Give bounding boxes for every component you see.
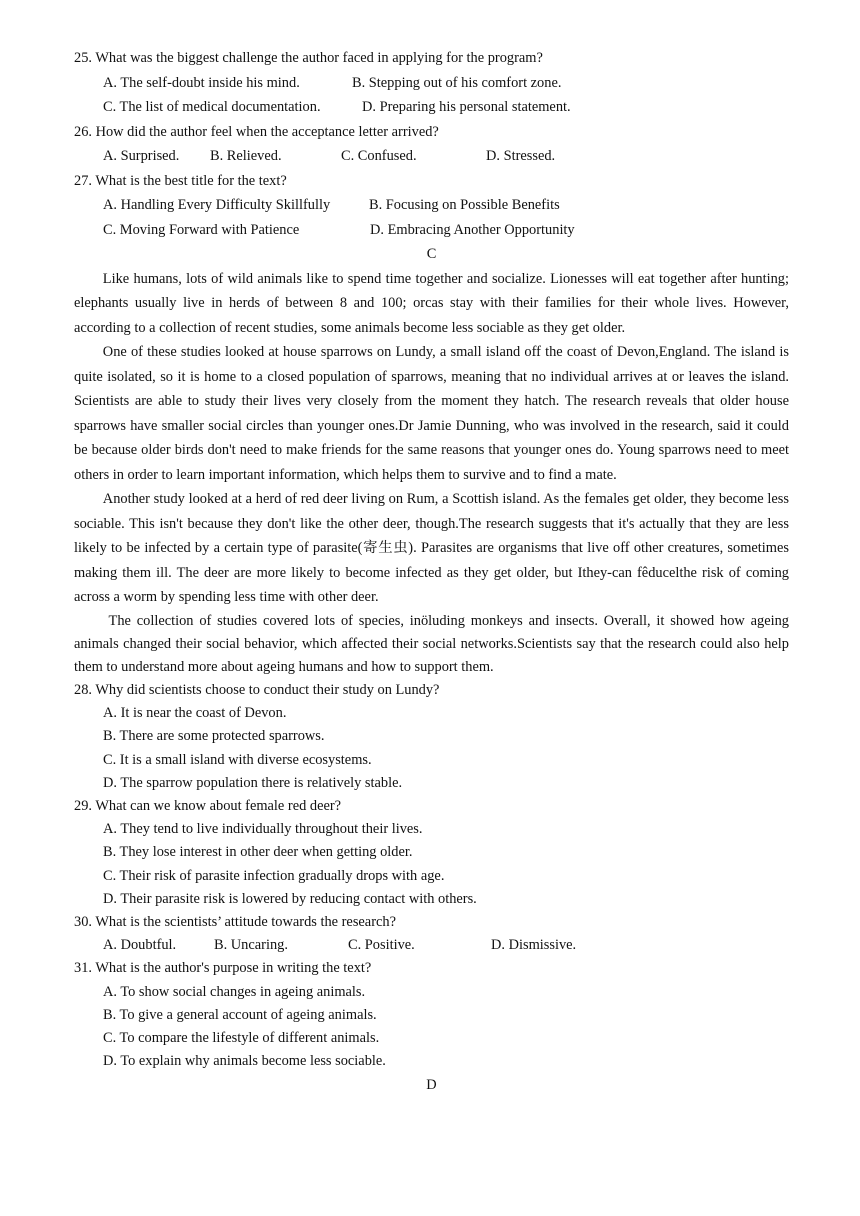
question-27-options-row-2 — [74, 218, 789, 243]
question-30-option-a: A. Doubtful. — [103, 937, 177, 954]
question-25-option-b: B. Stepping out of his comfort zone. — [352, 74, 562, 91]
question-28-option-c: C. It is a small island with diverse ecosystems. — [103, 751, 372, 768]
question-30-options-row — [74, 934, 789, 957]
passage-c-paragraph-3: Another study looked at a herd of red deer living on Rum, a Scottish island. As the females get older, they become less sociable. This isn't because they don't like the other deer, though.The research suggests that it's actually that they are less likely to be infected by a certain type of parasite(寄生虫). Parasites are organisms that live off other creatures, sometimes making them ill. The deer are more likely to become infected as they get older, but Ithey-can fêducelthe risk of coming across a worm by spending less time with other deer. — [74, 491, 789, 605]
question-31-option-c: C. To compare the lifestyle of different animals. — [103, 1029, 380, 1046]
question-26-option-c: C. Confused. — [341, 148, 417, 164]
question-26-options-row — [74, 144, 789, 169]
question-30-option-b: B. Uncaring. — [214, 937, 288, 954]
question-29-stem: 29. What can we know about female red deer? — [74, 798, 342, 815]
question-26-option-b: B. Relieved. — [210, 148, 282, 164]
question-26-option-a: A. Surprised. — [103, 148, 180, 164]
question-29-option-d: D. Their parasite risk is lowered by reducing contact with others. — [103, 890, 477, 907]
exam-page — [74, 46, 789, 1098]
question-29-option-b: B. They lose interest in other deer when getting older. — [103, 844, 413, 861]
question-29-option-a: A. They tend to live individually throughout their lives. — [103, 821, 423, 838]
question-27-options-row-1 — [74, 193, 789, 218]
question-31-option-d: D. To explain why animals become less sociable. — [103, 1053, 386, 1070]
question-26-option-d: D. Stressed. — [486, 148, 556, 164]
question-27-option-a: A. Handling Every Difficulty Skillfully — [103, 197, 331, 213]
question-27-option-c: C. Moving Forward with Patience — [103, 221, 300, 238]
question-25-options-row-2 — [74, 95, 789, 120]
question-31-option-a: A. To show social changes in ageing animals. — [103, 983, 366, 1000]
question-27-stem: 27. What is the best title for the text? — [74, 172, 287, 189]
question-31-option-b: B. To give a general account of ageing animals. — [103, 1006, 377, 1023]
question-25-option-a: A. The self-doubt inside his mind. — [103, 74, 300, 91]
question-27-option-b: B. Focusing on Possible Benefits — [369, 197, 560, 213]
question-25-option-d: D. Preparing his personal statement. — [362, 99, 571, 115]
question-28-stem: 28. Why did scientists choose to conduct their study on Lundy? — [74, 682, 440, 699]
question-25-option-c: C. The list of medical documentation. — [103, 99, 321, 115]
passage-c-paragraph-4: The collection of studies covered lots of species, inöluding monkeys and insects. Overall, it showed how ageing animals changed their social behavior, which affected their social networks.Scientists say that the research could also help them to understand more about ageing humans and how to support them. — [74, 612, 789, 675]
question-30-option-d: D. Dismissive. — [491, 937, 577, 954]
question-28-option-d: D. The sparrow population there is relatively stable. — [103, 774, 403, 791]
question-30-stem: 30. What is the scientists’ attitude towards the research? — [74, 913, 396, 930]
question-26-stem: 26. How did the author feel when the acceptance letter arrived? — [74, 123, 439, 140]
question-28-option-a: A. It is near the coast of Devon. — [103, 705, 287, 722]
question-31-stem: 31. What is the author's purpose in writing the text? — [74, 960, 372, 977]
question-30-option-c: C. Positive. — [348, 937, 415, 954]
section-c-heading: C — [426, 246, 437, 262]
passage-c-paragraph-2: One of these studies looked at house sparrows on Lundy, a small island off the coast of Devon,England. The island is quite isolated, so it is home to a closed population of sparrows, meaning that no individual arrives at or leaves the island. Scientists are able to study their lives very closely from the moment they hatch. The research reveals that older house sparrows have smaller social circles than younger ones.Dr Jamie Dunning, who was involved in the research, said it could be because older birds don't need to make friends for the same reasons that younger ones do. Young sparrows need to meet others in order to learn important information, which helps them to survive and to find a mate. — [74, 344, 789, 483]
question-25-options-row-1 — [74, 71, 789, 96]
question-28-option-b: B. There are some protected sparrows. — [103, 728, 325, 745]
question-27-option-d: D. Embracing Another Opportunity — [370, 221, 575, 238]
section-d-heading: D — [426, 1077, 437, 1094]
question-29-option-c: C. Their risk of parasite infection gradually drops with age. — [103, 867, 445, 884]
passage-c-paragraph-1: Like humans, lots of wild animals like to spend time together and socialize. Lionesses will eat together after hunting; elephants usually live in herds of between 8 and 100; orcas stay with their families for their whole lives. However, according to a collection of recent studies, some animals become less sociable as they get older. — [74, 270, 789, 336]
question-25-stem: 25. What was the biggest challenge the author faced in applying for the program? — [74, 50, 543, 66]
